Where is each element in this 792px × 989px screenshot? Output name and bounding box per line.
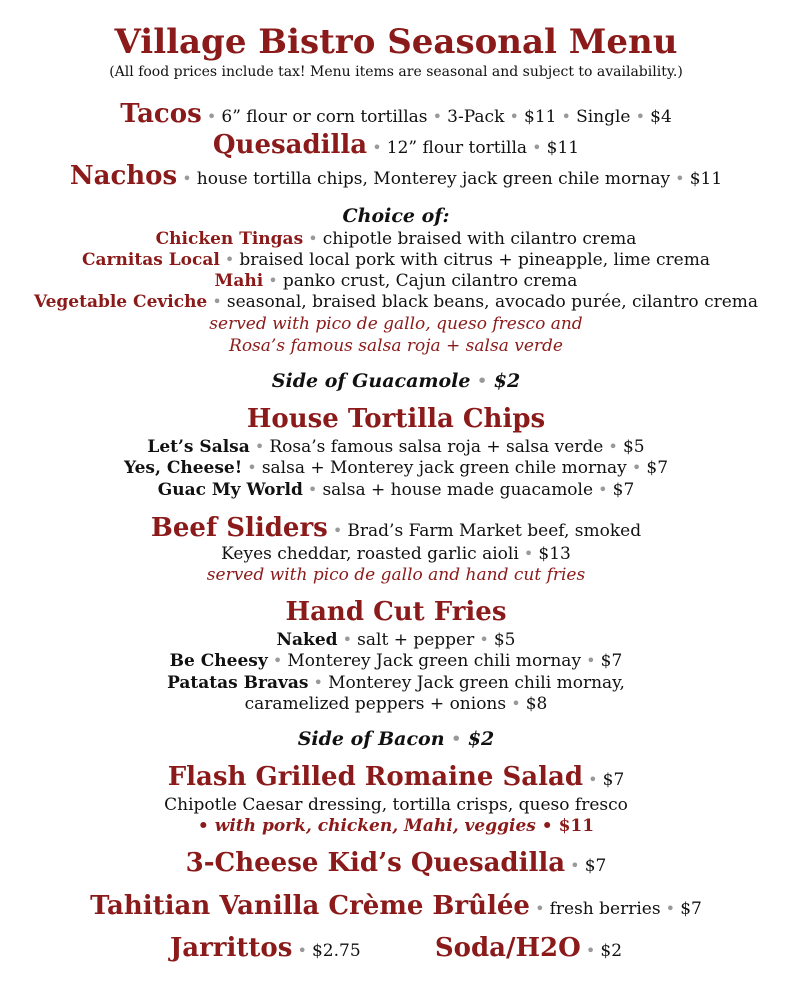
tacos-single: Single [576,107,631,127]
choice-served-line-1: served with pico de gallo, queso fresco and [209,314,583,334]
salad-desc: Chipotle Caesar dressing, tortilla crisps, queso fresco [164,795,628,815]
nachos-row: Nachos • house tortilla chips, Monterey jack green chile mornay • $11 [69,161,723,191]
drinks-row [0,933,792,963]
menu-title: Village Bistro Seasonal Menu [114,22,678,62]
quesadilla-name: Quesadilla [212,130,368,160]
tacos-single-price: $4 [650,107,672,127]
chips-item-price: $7 [612,480,635,500]
choice-item: Chicken Tingas • chipotle braised with cilantro crema [155,229,637,249]
brulee-row: Tahitian Vanilla Crème Brûlée • fresh berries • $7 [90,891,702,921]
choice-item-desc: chipotle braised with cilantro crema [322,229,637,249]
quesadilla-price: $11 [546,138,580,158]
sliders-row: Beef Sliders • Brad’s Farm Market beef, smoked [150,513,642,543]
fries-bravas-price: $8 [525,694,548,714]
choice-item-desc: braised local pork with citrus + pineapple, lime crema [239,250,710,270]
nachos-desc: house tortilla chips, Monterey jack green chile mornay [196,169,671,189]
fries-item-desc: Monterey Jack green chili mornay, [328,673,625,693]
chips-item-name: Let’s Salsa [147,437,250,457]
chips-item-price: $7 [646,458,669,478]
salad-row: Flash Grilled Romaine Salad • $7 [167,762,625,792]
sliders-desc-1: Brad’s Farm Market beef, smoked [347,521,642,541]
chips-item-price: $5 [622,437,645,457]
drink-item: Soda/H2O • $2 [434,933,623,963]
tacos-pack: 3-Pack [447,107,505,127]
sliders-desc-2: Keyes cheddar, roasted garlic aioli [221,544,519,564]
fries-bravas-line-2: caramelized peppers + onions • $8 [244,694,548,714]
bacon-side-row: Side of Bacon • $2 [297,728,495,750]
chips-item: Let’s Salsa • Rosa’s famous salsa roja + salsa verde • $5 [147,437,645,457]
kids-row: 3-Cheese Kid’s Quesadilla • $7 [185,848,607,878]
sliders-served: served with pico de gallo and hand cut fries [206,565,586,585]
fries-item-price: $7 [600,651,623,671]
kids-price: $7 [584,856,607,876]
fries-item-name: Patatas Bravas [167,673,309,693]
choice-item-name: Mahi [214,271,264,291]
choice-item-name: Vegetable Ceviche [33,292,208,312]
salad-addon-price: $11 [558,816,595,836]
chips-item-name: Guac My World [157,480,303,500]
salad-addon: with pork, chicken, Mahi, veggies [214,816,536,836]
chips-item-desc: salsa + house made guacamole [322,480,594,500]
bacon-side-label: Side of Bacon [297,728,445,750]
guac-side-row: Side of Guacamole • $2 [271,370,521,392]
guac-side-label: Side of Guacamole [271,370,471,392]
kids-name: 3-Cheese Kid’s Quesadilla [185,848,566,878]
chips-heading: House Tortilla Chips [246,404,546,434]
sliders-price: $13 [538,544,571,564]
fries-item: Patatas Bravas • Monterey Jack green chili mornay, [167,673,625,693]
quesadilla-row: Quesadilla • 12” flour tortilla • $11 [212,130,580,160]
fries-item-name: Be Cheesy [169,651,268,671]
choice-served-line-2: Rosa’s famous salsa roja + salsa verde [229,336,563,356]
tacos-desc: 6” flour or corn tortillas [221,107,428,127]
tacos-pack-price: $11 [524,107,557,127]
choice-item: Carnitas Local • braised local pork with citrus + pineapple, lime crema [82,250,710,270]
tacos-name: Tacos [120,99,202,129]
fries-bravas-desc-2: caramelized peppers + onions [244,694,507,714]
fries-item: Be Cheesy • Monterey Jack green chili mornay • $7 [169,651,623,671]
fries-item-name: Naked [276,630,338,650]
guac-side-price: $2 [493,370,521,392]
chips-item: Guac My World • salsa + house made guacamole • $7 [157,480,635,500]
choice-item: Vegetable Ceviche • seasonal, braised black beans, avocado purée, cilantro crema [33,292,759,312]
chips-item-name: Yes, Cheese! [123,458,243,478]
fries-item-desc: Monterey Jack green chili mornay [287,651,582,671]
chips-item: Yes, Cheese! • salsa + Monterey jack green chile mornay • $7 [123,458,669,478]
fries-heading: Hand Cut Fries [285,597,507,627]
fries-item-desc: salt + pepper [357,630,475,650]
drink-price: $2 [600,941,623,961]
bacon-side-price: $2 [467,728,495,750]
nachos-name: Nachos [69,161,178,191]
choice-item-desc: panko crust, Cajun cilantro crema [282,271,578,291]
chips-item-desc: salsa + Monterey jack green chile mornay [261,458,627,478]
choice-item-name: Chicken Tingas [155,229,304,249]
drink-name: Soda/H2O [434,933,581,963]
brulee-desc: fresh berries [549,899,661,919]
salad-addon-row: • with pork, chicken, Mahi, veggies • $11 [197,816,595,836]
brulee-name: Tahitian Vanilla Crème Brûlée [90,891,530,921]
choice-heading: Choice of: [342,205,450,227]
chips-item-desc: Rosa’s famous salsa roja + salsa verde [269,437,604,457]
choice-item-desc: seasonal, braised black beans, avocado purée, cilantro crema [226,292,759,312]
drink-price: $2.75 [311,941,361,961]
fries-item-price: $5 [493,630,516,650]
drink-name: Jarrittos [169,933,293,963]
salad-price: $7 [602,770,625,790]
drink-item: Jarrittos • $2.75 [169,933,361,963]
fries-item: Naked • salt + pepper • $5 [276,630,516,650]
choice-item-name: Carnitas Local [82,250,220,270]
menu-note: (All food prices include tax! Menu items are seasonal and subject to availability.) [109,64,683,80]
salad-name: Flash Grilled Romaine Salad [167,762,584,792]
brulee-price: $7 [680,899,702,919]
quesadilla-desc: 12” flour tortilla [386,138,528,158]
sliders-name: Beef Sliders [150,513,328,543]
nachos-price: $11 [689,169,723,189]
sliders-row-2: Keyes cheddar, roasted garlic aioli • $13 [221,544,571,564]
choice-item: Mahi • panko crust, Cajun cilantro crema [214,271,578,291]
tacos-row: Tacos • 6” flour or corn tortillas • 3-Pack • $11 • Single • $4 [120,99,672,129]
